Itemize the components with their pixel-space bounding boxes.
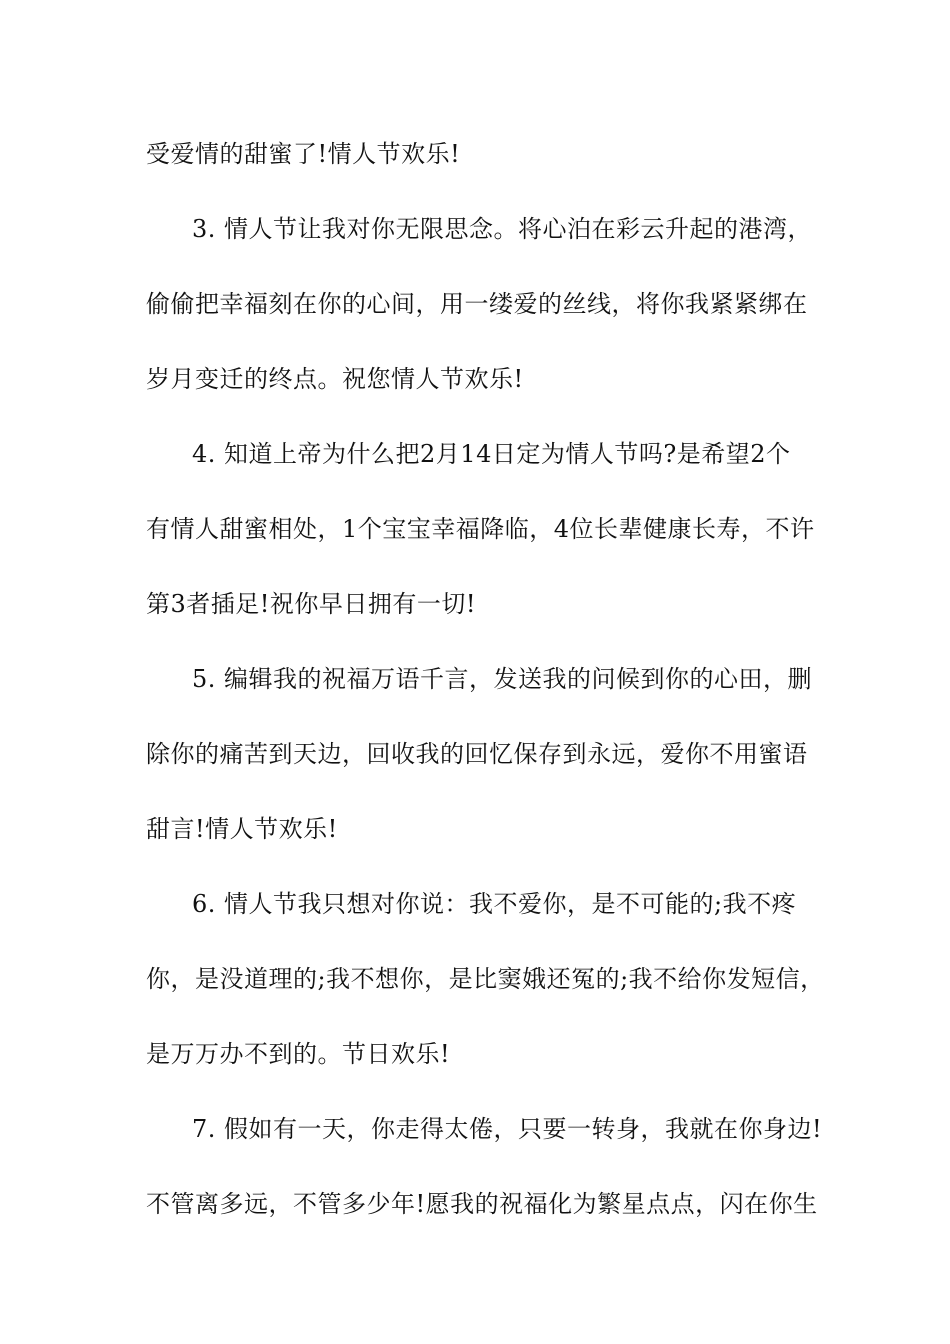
text-line: 你，是没道理的;我不想你，是比窦娥还冤的;我不给你发短信， <box>146 965 825 993</box>
text-line: 受爱情的甜蜜了!情人节欢乐! <box>146 140 461 168</box>
text-line: 岁月变迁的终点。祝您情人节欢乐! <box>146 365 524 393</box>
text-line: 第3者插足!祝你早日拥有一切! <box>146 590 477 618</box>
list-item-6-line: 6. 情人节我只想对你说：我不爱你，是不可能的;我不疼 <box>192 890 797 918</box>
text-line: 不管离多远，不管多少年!愿我的祝福化为繁星点点，闪在你生 <box>146 1190 818 1218</box>
text-line: 是万万办不到的。节日欢乐! <box>146 1040 451 1068</box>
text-line: 甜言!情人节欢乐! <box>146 815 338 843</box>
text-line: 偷偷把幸福刻在你的心间，用一缕爱的丝线，将你我紧紧绑在 <box>146 290 808 318</box>
list-item-7-line: 7. 假如有一天，你走得太倦，只要一转身，我就在你身边! <box>192 1115 823 1143</box>
text-line: 有情人甜蜜相处，1个宝宝幸福降临，4位长辈健康长寿，不许 <box>146 515 815 543</box>
list-item-5-line: 5. 编辑我的祝福万语千言，发送我的问候到你的心田，删 <box>192 665 813 693</box>
list-item-3-line: 3. 情人节让我对你无限思念。将心泊在彩云升起的港湾， <box>192 215 813 243</box>
text-line: 除你的痛苦到天边，回收我的回忆保存到永远，爱你不用蜜语 <box>146 740 808 768</box>
list-item-4-line: 4. 知道上帝为什么把2月14日定为情人节吗?是希望2个 <box>192 440 791 468</box>
